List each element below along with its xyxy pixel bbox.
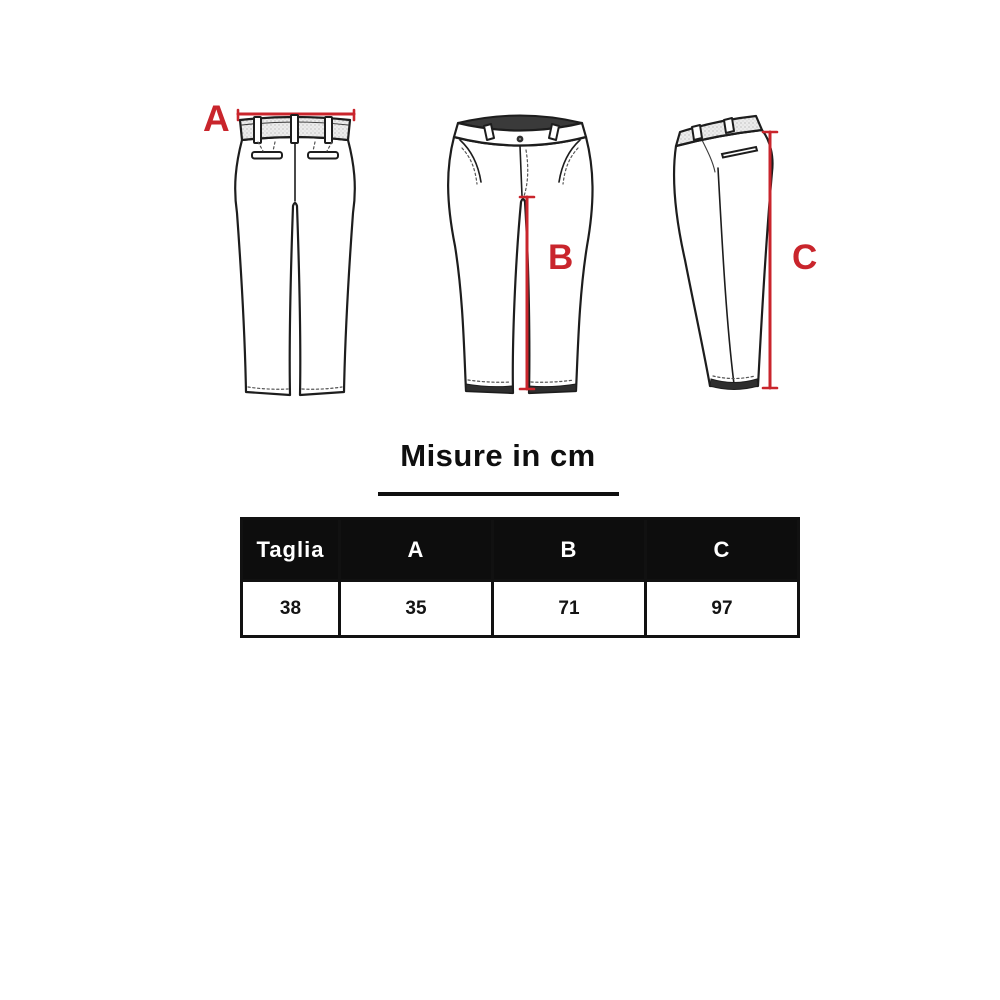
waist-button bbox=[517, 136, 524, 143]
size-table bbox=[240, 517, 800, 638]
col-header-a: A bbox=[340, 519, 493, 581]
page-title: Misure in cm bbox=[400, 438, 596, 473]
cell-b: 71 bbox=[493, 581, 646, 637]
col-header-b: B bbox=[493, 519, 646, 581]
belt-loop bbox=[724, 118, 734, 133]
pants-front-view-drawing bbox=[438, 106, 603, 406]
measure-label-a: A bbox=[203, 98, 230, 139]
cell-c: 97 bbox=[646, 581, 799, 637]
measure-label-c: C bbox=[792, 238, 818, 277]
cell-a: 35 bbox=[340, 581, 493, 637]
belt-loop bbox=[549, 124, 559, 140]
size-table-header-row bbox=[242, 519, 799, 581]
size-table-row bbox=[242, 581, 799, 637]
measure-label-b: B bbox=[548, 238, 574, 277]
belt-loop bbox=[325, 117, 332, 143]
belt-loop bbox=[291, 115, 298, 143]
belt-loop bbox=[692, 125, 702, 140]
col-header-c: C bbox=[646, 519, 799, 581]
col-header-taglia: Taglia bbox=[242, 519, 340, 581]
back-pocket bbox=[252, 152, 282, 159]
pants-back-view-drawing bbox=[218, 108, 368, 408]
belt-loop bbox=[484, 124, 494, 140]
title-underline bbox=[378, 492, 619, 496]
cell-taglia: 38 bbox=[242, 581, 340, 637]
back-pocket bbox=[308, 152, 338, 159]
belt-loop bbox=[254, 117, 261, 143]
